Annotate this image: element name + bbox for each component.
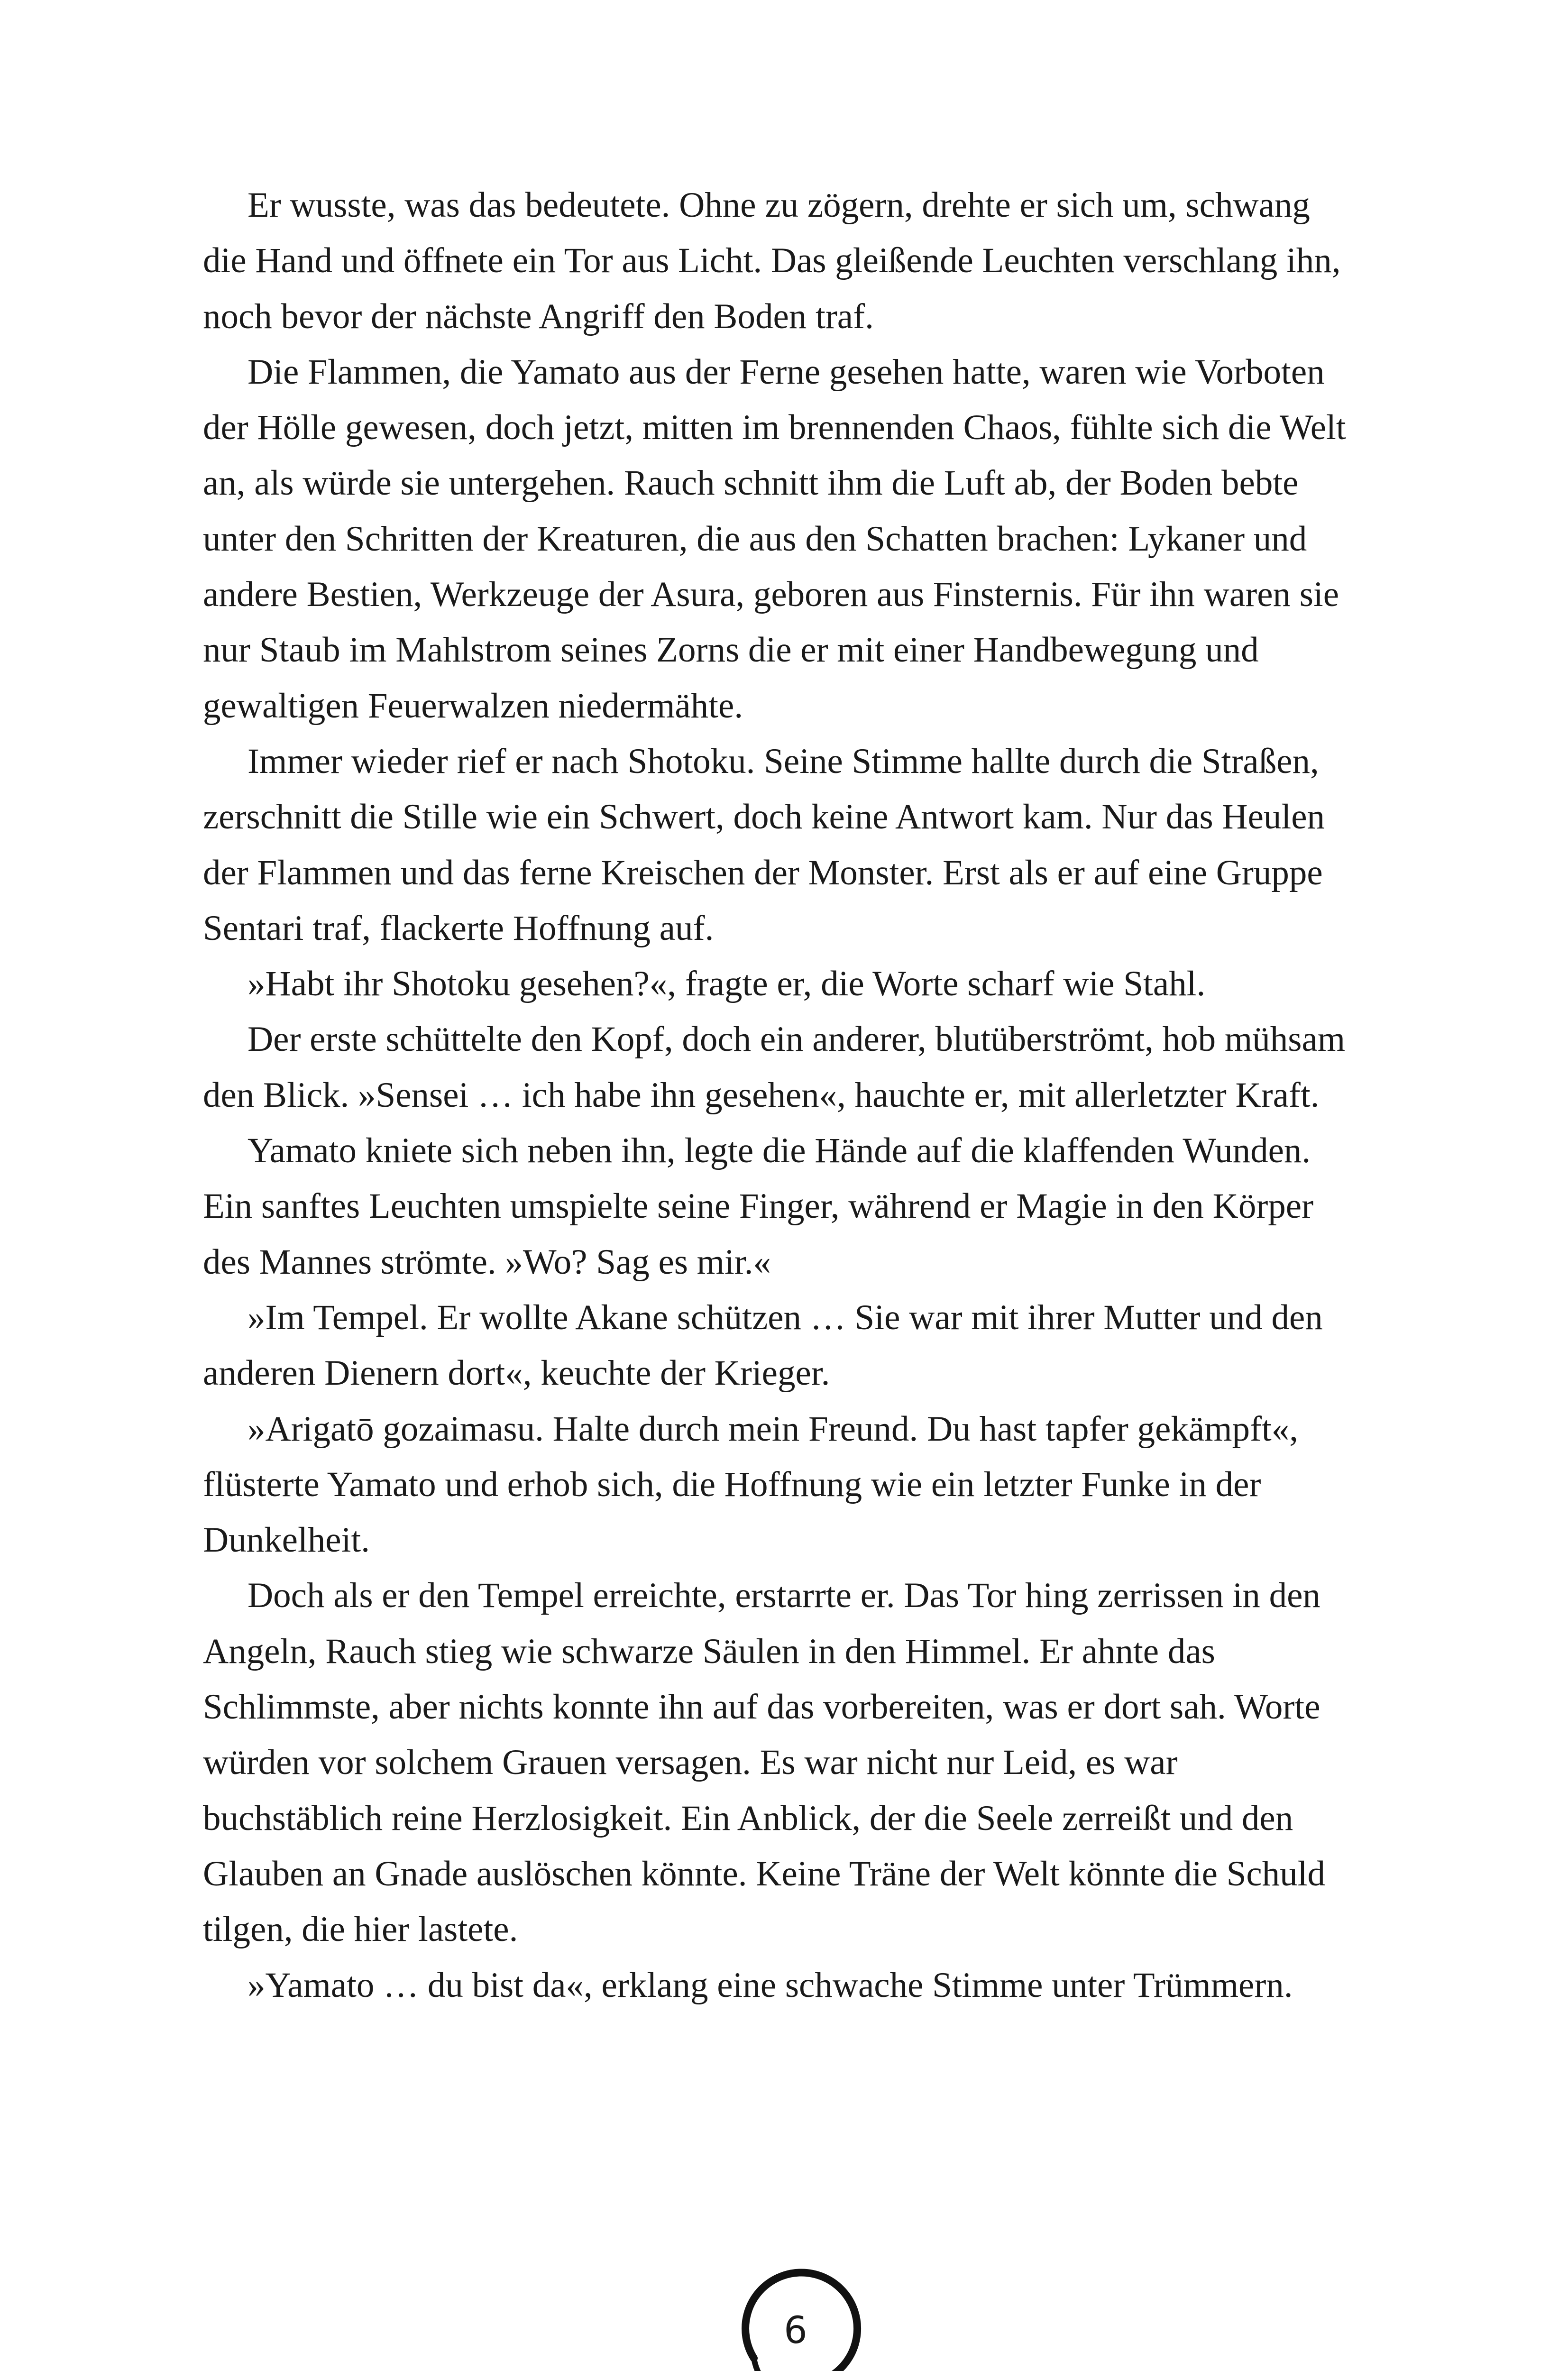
paragraph-2: Die Flammen, die Yamato aus der Ferne gesehen hatte, waren wie Vorboten der Hölle gewesen, doch jetzt, mitten im brennenden Chaos, fühlte sich die Welt an, als würde sie untergehen. Rauch schnitt ihm die Luft ab, der Boden bebte unter den Schritten der Kreaturen, die aus den Schatten brachen: Lykaner und andere Bestien, Werkzeuge der Asura, geboren aus Finsternis. Für ihn waren sie nur Staub im Mahlstrom seines Zorns die er mit einer Handbewegung und gewaltigen Feuerwalzen niedermähte. <box>203 352 1346 726</box>
paragraph-4: »Habt ihr Shotoku gesehen?«, fragte er, die Worte scharf wie Stahl. <box>248 964 1206 1004</box>
paragraph-6: Yamato kniete sich neben ihn, legte die Hände auf die klaffenden Wunden. Ein sanftes Leuchten umspielte seine Finger, während er Magie in den Körper des Mannes strömte. »Wo? Sag es mir.« <box>203 1131 1314 1282</box>
body-text <box>203 177 1360 2013</box>
paragraph-10: »Yamato … du bist da«, erklang eine schwache Stimme unter Trümmern. <box>248 1965 1293 2005</box>
page-number: 6 <box>784 2309 807 2352</box>
paragraph-9: Doch als er den Tempel erreichte, erstarrte er. Das Tor hing zerrissen in den Angeln, Rauch stieg wie schwarze Säulen in den Himmel. Er ahnte das Schlimmste, aber nichts konnte ihn auf das vorbereiten, was er dort sah. Worte würden vor solchem Grauen versagen. Es war nicht nur Leid, es war buchstäblich reine Herzlosigkeit. Ein Anblick, der die Seele zerreißt und den Glauben an Gnade auslöschen könnte. Keine Träne der Welt könnte die Schuld tilgen, die hier lastete. <box>203 1576 1326 1949</box>
paragraph-1: Er wusste, was das bedeutete. Ohne zu zögern, drehte er sich um, schwang die Hand und öffnete ein Tor aus Licht. Das gleißende Leuchten verschlang ihn, noch bevor der nächste Angriff den Boden traf. <box>203 185 1341 336</box>
paragraph-8: »Arigatō gozaimasu. Halte durch mein Freund. Du hast tapfer gekämpft«, flüsterte Yamato und erhob sich, die Hoffnung wie ein letzter Funke in der Dunkelheit. <box>203 1409 1299 1560</box>
paragraph-7: »Im Tempel. Er wollte Akane schützen … Sie war mit ihrer Mutter und den anderen Dienern dort«, keuchte der Krieger. <box>203 1297 1323 1393</box>
paragraph-5: Der erste schüttelte den Kopf, doch ein anderer, blutüberströmt, hob mühsam den Blick. »Sensei … ich habe ihn gesehen«, hauchte er, mit allerletzter Kraft. <box>203 1020 1346 1115</box>
paragraph-3: Immer wieder rief er nach Shotoku. Seine Stimme hallte durch die Straßen, zerschnitt die Stille wie ein Schwert, doch keine Antwort kam. Nur das Heulen der Flammen und das ferne Kreischen der Monster. Erst als er auf eine Gruppe Sentari traf, flackerte Hoffnung auf. <box>203 741 1325 948</box>
page-number-ornament <box>724 2261 867 2371</box>
